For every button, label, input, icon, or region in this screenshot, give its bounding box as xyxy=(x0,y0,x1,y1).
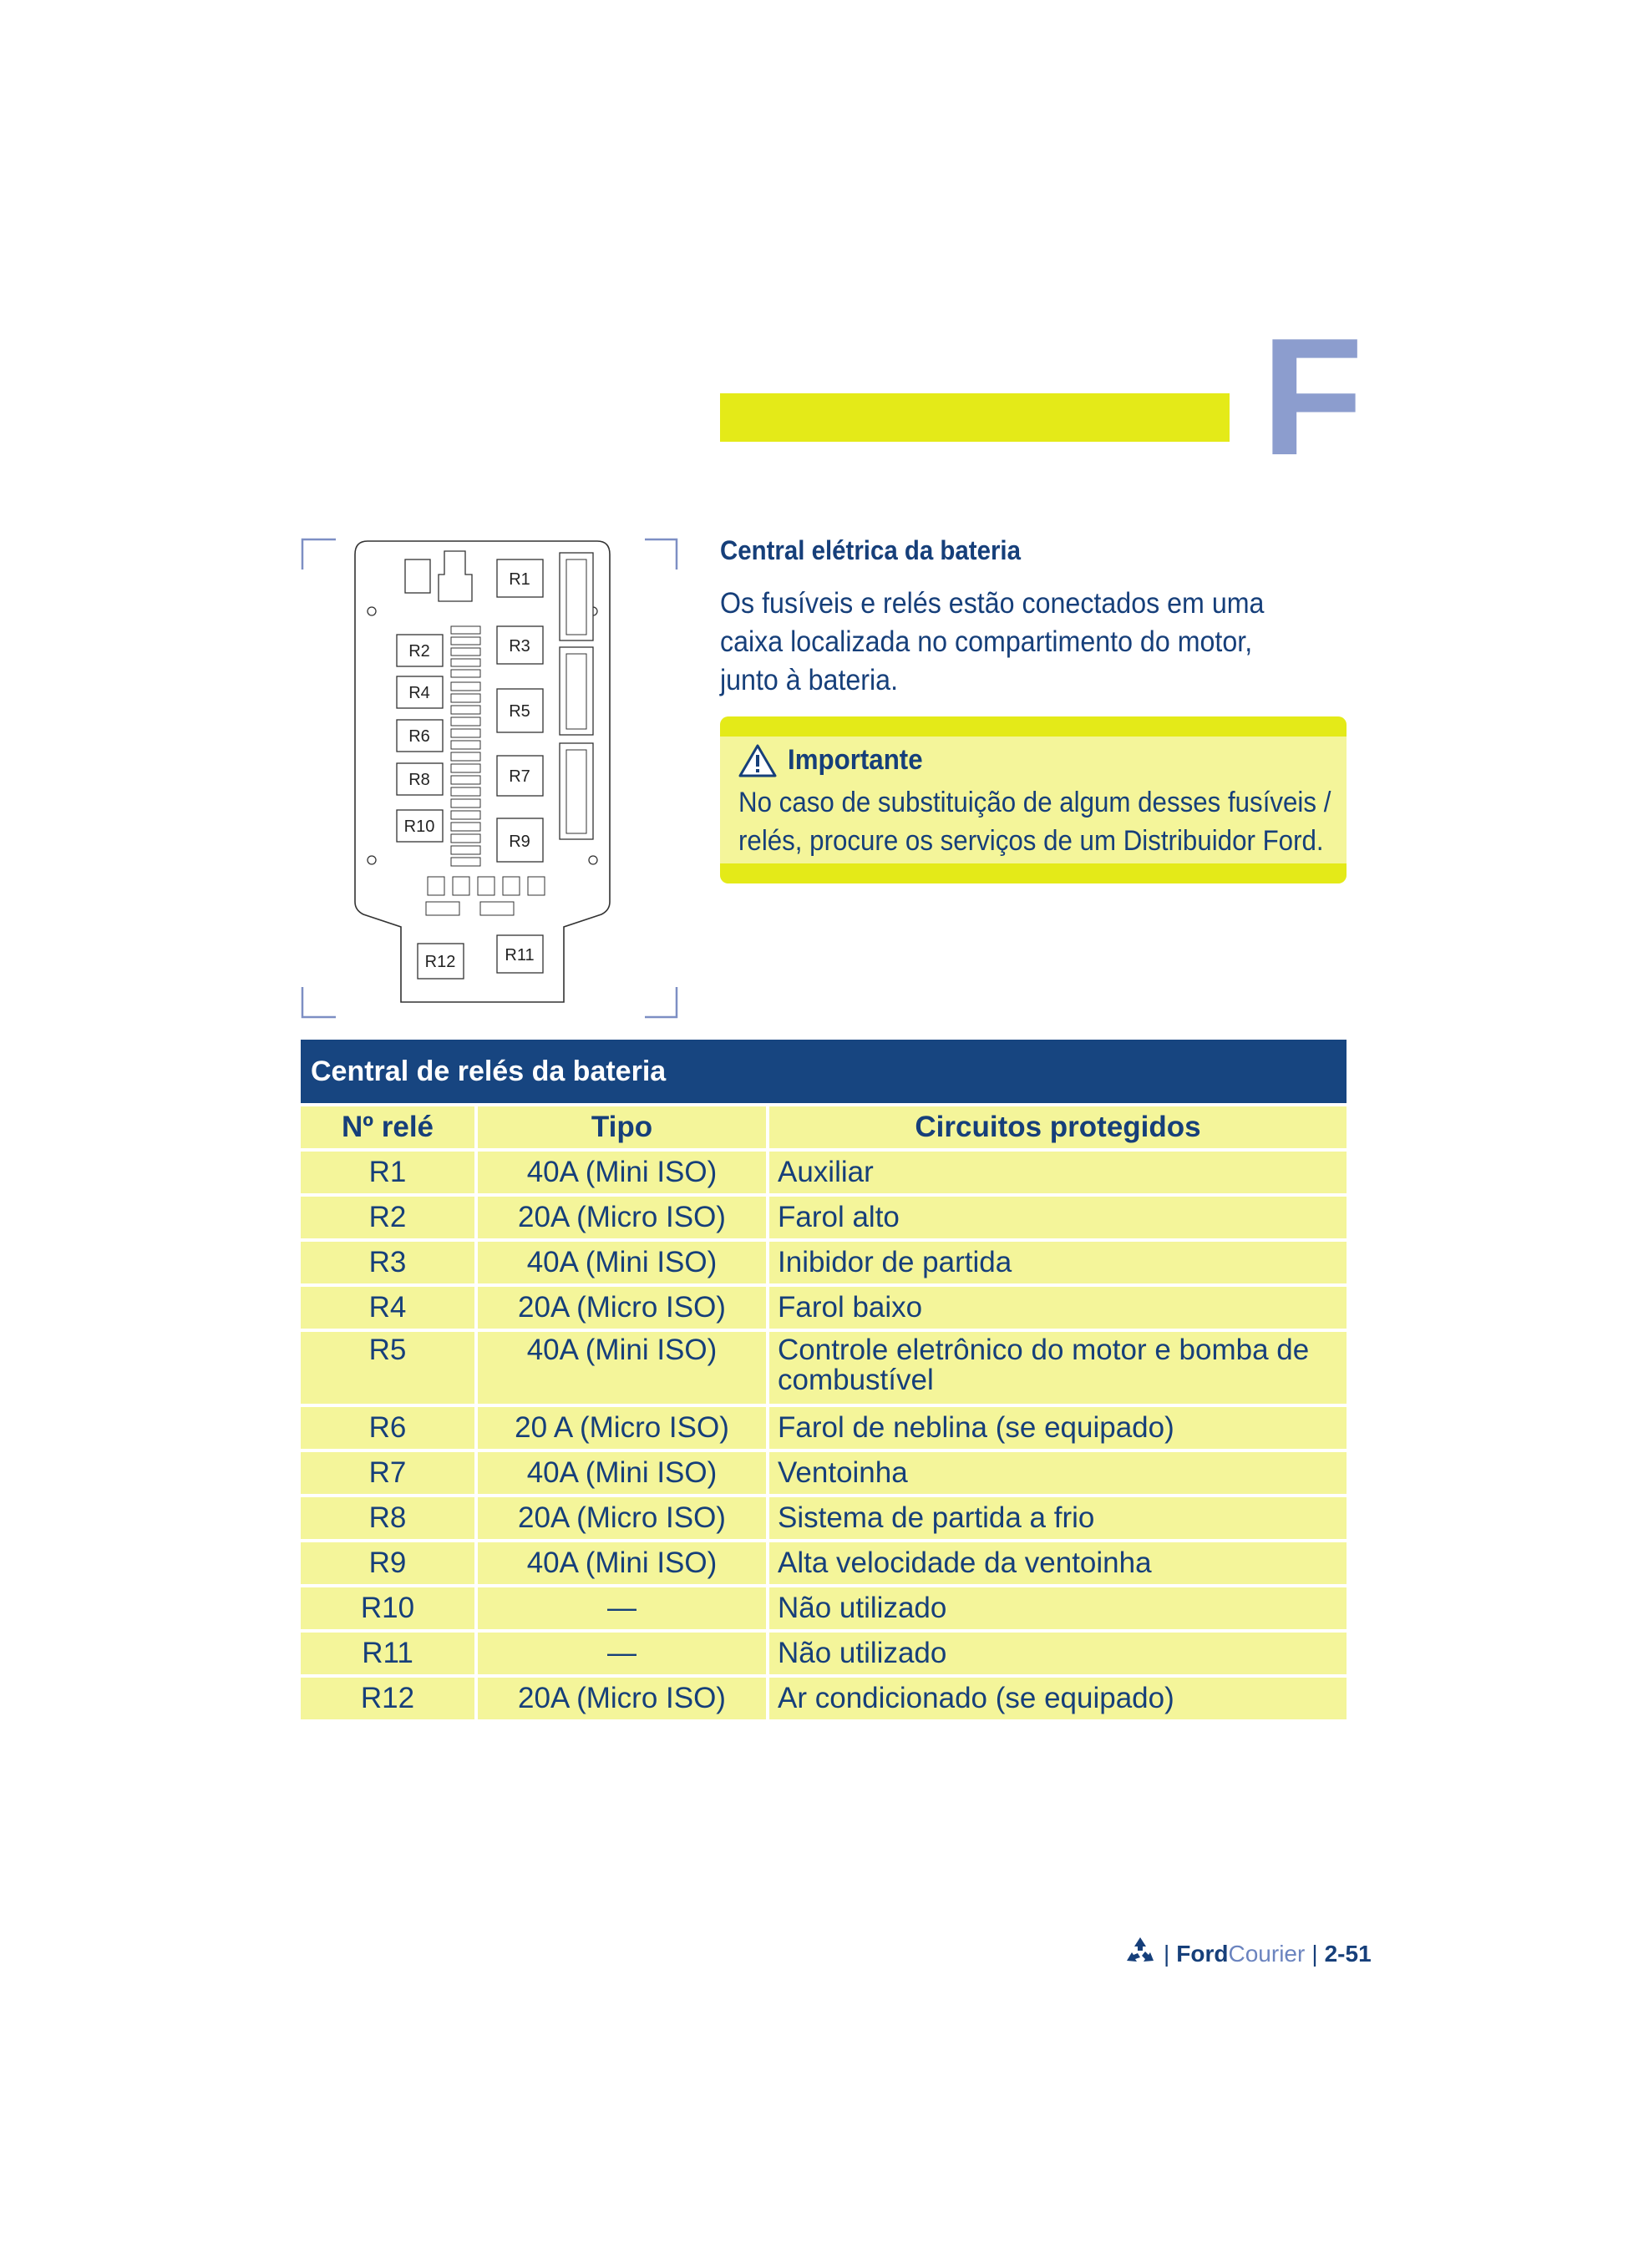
cell-relay: R8 xyxy=(301,1497,474,1539)
intro-paragraph: Os fusíveis e relés estão conectados em uma caixa localizada no compartimento do motor, junto à bateria. xyxy=(720,587,1265,696)
cell-circuits-text: Controle eletrônico do motor e bomba de combustível xyxy=(778,1334,1310,1396)
relay-r7-label: R7 xyxy=(509,767,530,786)
important-line-1: No caso de substituição de algum desses fusíveis / xyxy=(738,787,1331,818)
relay-r9-label: R9 xyxy=(509,833,530,851)
cell-relay: R5 xyxy=(301,1332,474,1404)
cell-circuits xyxy=(769,1678,1347,1719)
section-heading: Central elétrica da bateria xyxy=(720,535,1021,565)
cell-circuits xyxy=(769,1242,1347,1283)
relay-r6-label: R6 xyxy=(408,727,430,746)
cell-type: 40A (Mini ISO) xyxy=(478,1452,766,1494)
table-row xyxy=(301,1449,1347,1494)
relay-r5-label: R5 xyxy=(509,702,530,721)
cell-type: 20A (Micro ISO) xyxy=(478,1678,766,1719)
table-row xyxy=(301,1238,1347,1283)
cell-circuits-text: Alta velocidade da ventoinha xyxy=(778,1547,1152,1579)
relay-r3-label: R3 xyxy=(509,637,530,656)
table-row xyxy=(301,1494,1347,1539)
relay-r2-label: R2 xyxy=(408,642,430,661)
page-number: 2-51 xyxy=(1324,1940,1372,1967)
cell-circuits xyxy=(769,1197,1347,1238)
relay-r12-label: R12 xyxy=(424,953,456,971)
recycle-icon xyxy=(1123,1936,1157,1972)
table-row xyxy=(301,1148,1347,1193)
important-bottom-bar xyxy=(720,863,1347,883)
cell-relay: R11 xyxy=(301,1633,474,1674)
footer-brand-ford: Ford xyxy=(1176,1940,1229,1967)
table-row xyxy=(301,1283,1347,1329)
cell-circuits xyxy=(769,1287,1347,1329)
cell-circuits xyxy=(769,1152,1347,1193)
cell-circuits xyxy=(769,1497,1347,1539)
cell-relay: R9 xyxy=(301,1542,474,1584)
section-color-band xyxy=(720,393,1230,442)
relay-r4-label: R4 xyxy=(408,684,430,702)
cell-type: 40A (Mini ISO) xyxy=(478,1542,766,1584)
table-row xyxy=(301,1329,1347,1404)
cell-type: 20A (Micro ISO) xyxy=(478,1197,766,1238)
cell-type: 40A (Mini ISO) xyxy=(478,1332,766,1404)
table-row xyxy=(301,1629,1347,1674)
section-letter: F xyxy=(1261,304,1364,490)
cell-circuits xyxy=(769,1542,1347,1584)
important-title: Importante xyxy=(788,744,923,776)
cell-circuits xyxy=(769,1332,1347,1404)
cell-type: 20 A (Micro ISO) xyxy=(478,1407,766,1449)
cell-circuits-text: Farol baixo xyxy=(778,1291,923,1324)
important-top-bar xyxy=(720,716,1347,737)
relay-r8-label: R8 xyxy=(408,771,430,789)
important-line-2: relés, procure os serviços de um Distribuidor Ford. xyxy=(738,825,1324,857)
header-type: Tipo xyxy=(478,1106,766,1148)
table-row xyxy=(301,1674,1347,1719)
cell-circuits-text: Inibidor de partida xyxy=(778,1246,1012,1278)
table-row xyxy=(301,1584,1347,1629)
fuse-box-diagram xyxy=(301,534,681,1019)
relay-table xyxy=(301,1040,1347,1719)
cell-relay: R6 xyxy=(301,1407,474,1449)
cell-type: — xyxy=(478,1587,766,1629)
page-footer xyxy=(1123,1936,1372,1972)
table-row xyxy=(301,1404,1347,1449)
cell-relay: R10 xyxy=(301,1587,474,1629)
cell-circuits-text: Não utilizado xyxy=(778,1637,947,1669)
cell-circuits-text: Ar condicionado (se equipado) xyxy=(778,1682,1174,1714)
cell-circuits-text: Sistema de partida a frio xyxy=(778,1501,1095,1534)
important-text xyxy=(738,783,1331,860)
cell-circuits xyxy=(769,1587,1347,1629)
relay-r11-label: R11 xyxy=(505,946,535,964)
table-row xyxy=(301,1193,1347,1238)
footer-separator-2: | xyxy=(1311,1940,1318,1967)
table-row xyxy=(301,1539,1347,1584)
cell-type: 20A (Micro ISO) xyxy=(478,1497,766,1539)
cell-relay: R12 xyxy=(301,1678,474,1719)
cell-circuits xyxy=(769,1452,1347,1494)
cell-circuits-text: Farol de neblina (se equipado) xyxy=(778,1411,1174,1444)
cell-type: — xyxy=(478,1633,766,1674)
cell-type: 40A (Mini ISO) xyxy=(478,1152,766,1193)
table-title: Central de relés da bateria xyxy=(301,1040,1347,1103)
relay-r10-label: R10 xyxy=(403,818,435,836)
footer-separator: | xyxy=(1164,1940,1170,1967)
cell-circuits xyxy=(769,1407,1347,1449)
relay-r1-label: R1 xyxy=(509,570,530,589)
cell-circuits-text: Ventoinha xyxy=(778,1456,908,1489)
cell-circuits-text: Farol alto xyxy=(778,1201,900,1233)
cell-type: 20A (Micro ISO) xyxy=(478,1287,766,1329)
table-header-row xyxy=(301,1103,1347,1148)
cell-relay: R7 xyxy=(301,1452,474,1494)
header-relay: Nº relé xyxy=(301,1106,474,1148)
footer-brand-model: Courier xyxy=(1228,1940,1306,1967)
cell-relay: R1 xyxy=(301,1152,474,1193)
cell-circuits xyxy=(769,1633,1347,1674)
cell-relay: R3 xyxy=(301,1242,474,1283)
cell-relay: R2 xyxy=(301,1197,474,1238)
cell-circuits-text: Auxiliar xyxy=(778,1156,874,1188)
cell-circuits-text: Não utilizado xyxy=(778,1592,947,1624)
header-circuits: Circuitos protegidos xyxy=(769,1106,1347,1148)
cell-type: 40A (Mini ISO) xyxy=(478,1242,766,1283)
warning-triangle-icon xyxy=(738,743,777,778)
cell-relay: R4 xyxy=(301,1287,474,1329)
table-body xyxy=(301,1148,1347,1719)
